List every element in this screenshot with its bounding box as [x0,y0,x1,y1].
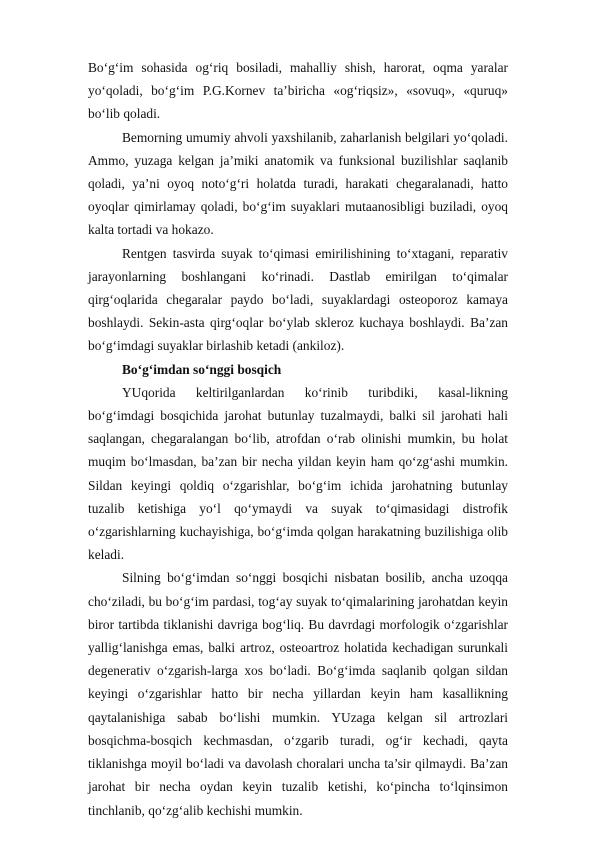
document-page [88,56,508,822]
section-heading: Bo‘g‘imdan so‘nggi bosqich [122,361,282,377]
paragraph-2: Bemorning umumiy ahvoli yaxshilanib, zaharlanish belgilari yo‘qoladi. Ammo, yuzaga kelgan ja’miki anatomik va funksional buzilishlar saqlanib qoladi, ya’ni oyoq noto‘g‘ri holatda turadi, harakati chegaralanadi, hatto oyoqlar qimirlamay qoladi, bo‘g‘im suyaklari mutaanosibligi buziladi, oyoq kalta tortadi va hokazo. [88,129,508,238]
paragraph-4: YUqorida keltirilganlardan ko‘rinib turibdiki, kasal-likning bo‘g‘imdagi bosqichida jarohat butunlay tuzalmaydi, balki sil jarohati hali saqlangan, chegaralangan bo‘lib, atrofdan o‘rab olinishi mumkin, bu holat muqim bo‘lmasdan, ba’zan bir necha yildan keyin ham qo‘zg‘ashi mumkin. Sildan keyingi qoldiq o‘zgarishlar, bo‘g‘im ichida jarohatning butunlay tuzalib ketishiga yo‘l qo‘ymaydi va suyak to‘qimasidagi distrofik o‘zgarishlarning kuchayishiga, bo‘g‘imda qolgan harakatning buzilishiga olib keladi. [88,384,508,563]
paragraph-3: Rentgen tasvirda suyak to‘qimasi emirilishining to‘xtagani, reparativ jarayonlarning boshlangani ko‘rinadi. Dastlab emirilgan to‘qimalar qirg‘oqlarida chegaralar paydo bo‘ladi, suyaklardagi osteoporoz kamaya boshlaydi. Sekin-asta qirg‘oqlar bo‘ylab skleroz kuchaya boshlaydi. Ba’zan bo‘g‘imdagi suyaklar birlashib ketadi (ankiloz). [88,245,508,354]
paragraph-5: Silning bo‘g‘imdan so‘nggi bosqichi nisbatan bosilib, ancha uzoqqa cho‘ziladi, bu bo‘g‘im pardasi, tog‘ay suyak to‘qimalarining jarohatdan keyin biror tartibda tiklanishi davriga bog‘liq. Bu davrdagi morfologik o‘zgarishlar yallig‘lanishga emas, balki artroz, osteoartroz holatida kechadigan surunkali degenerativ o‘zgarish-larga xos bo‘ladi. Bo‘g‘imda saqlanib qolgan sildan keyingi o‘zgarishlar hatto bir necha yillardan keyin ham kasallikning qaytalanishiga sabab bo‘lishi mumkin. YUzaga kelgan sil artrozlari bosqichma-bosqich kechmasdan, o‘zgarib turadi, og‘ir kechadi, qayta tiklanishga moyil bo‘ladi va davolash choralari uncha ta’sir qilmaydi. Ba’zan jarohat bir necha oydan keyin tuzalib ketishi, ko‘pincha to‘lqinsimon tinchlanib, qo‘zg‘alib kechishi mumkin. [88,570,508,818]
paragraph-1: Bo‘g‘im sohasida og‘riq bosiladi, mahalliy shish, harorat, oqma yaralar yo‘qoladi, bo‘g‘im P.G.Kornev ta’biricha «og‘riqsiz», «sovuq», «quruq» bo‘lib qoladi. [88,60,508,122]
